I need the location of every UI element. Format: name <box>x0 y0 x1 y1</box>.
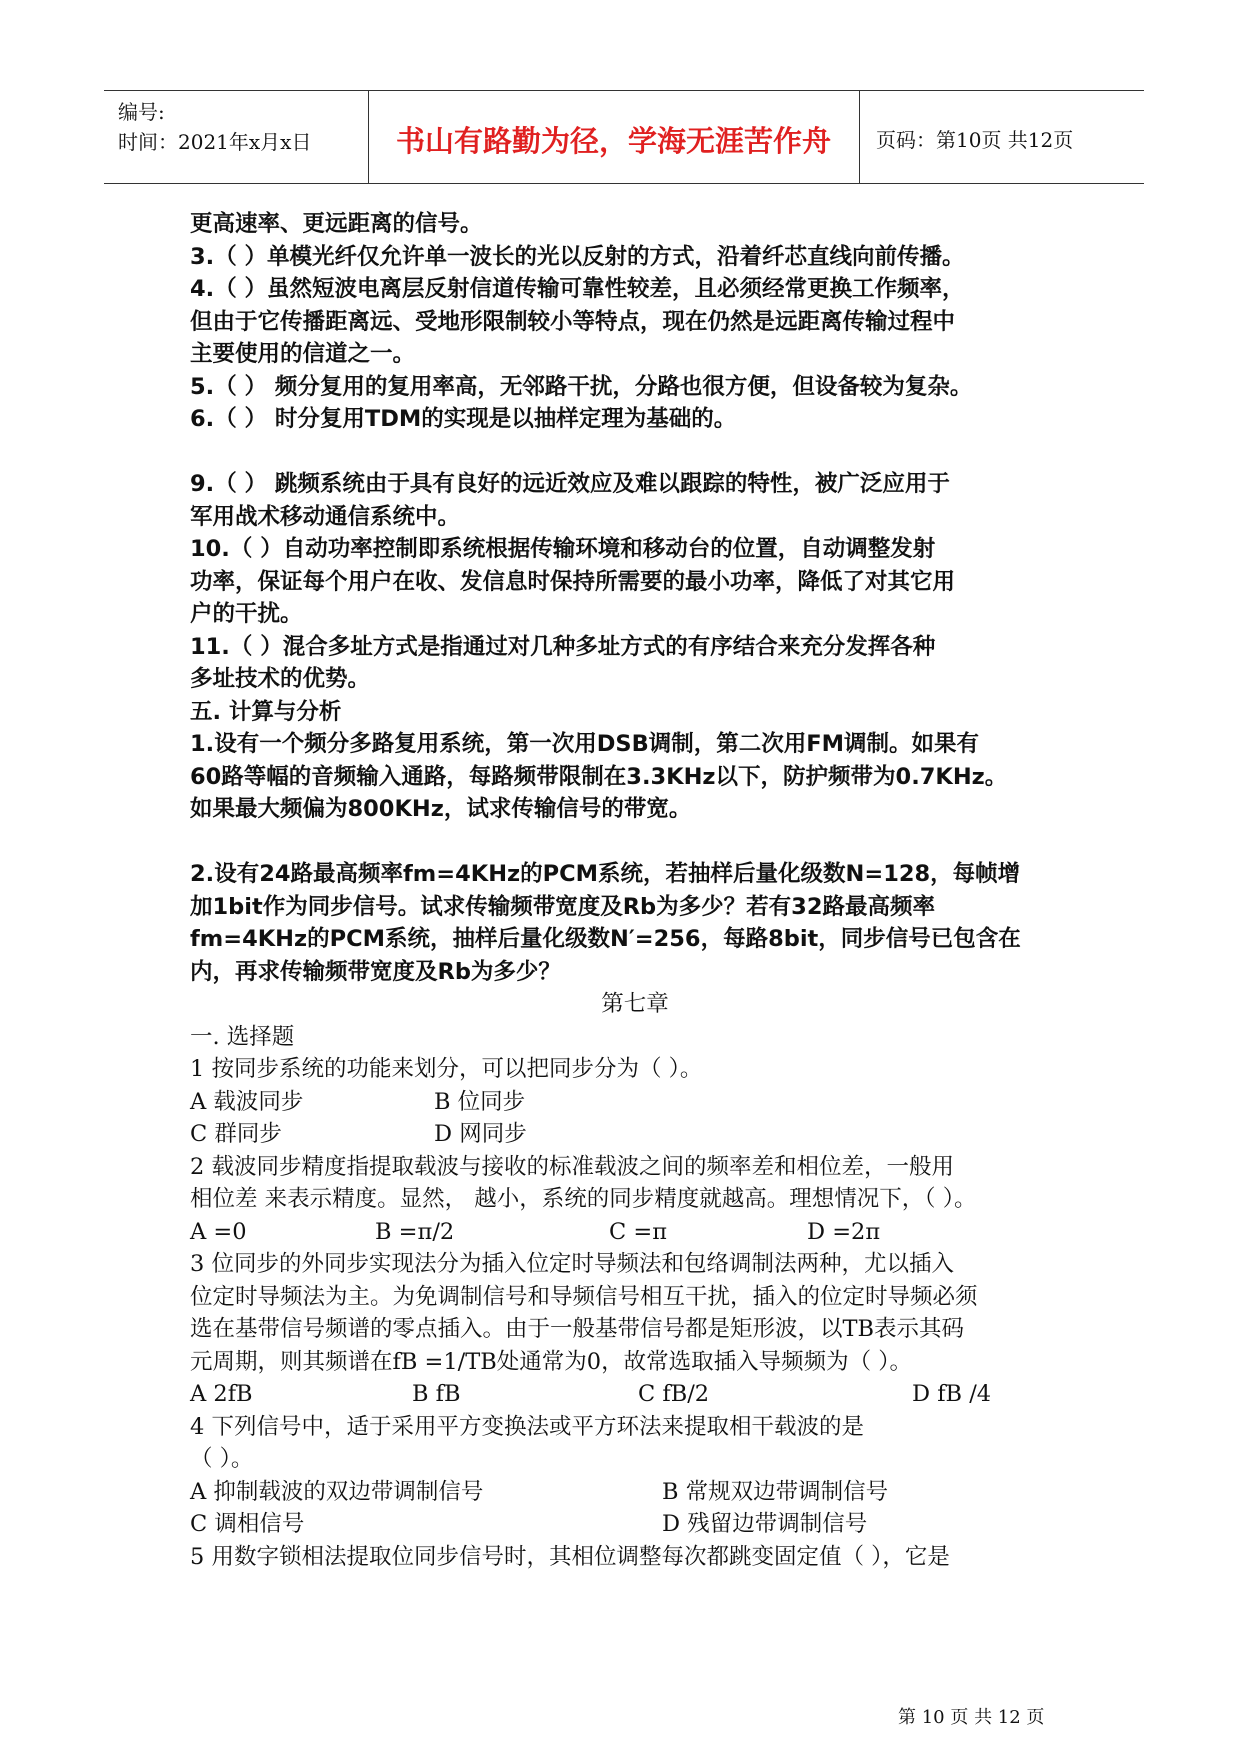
option: A 载波同步 <box>190 1088 304 1115</box>
options-row <box>190 1508 1080 1541</box>
options-row <box>190 1216 1080 1249</box>
header-number-label: 编号: <box>118 100 165 124</box>
text-line: 多址技术的优势。 <box>190 666 371 692</box>
text-line: 军用战术移动通信系统中。 <box>190 503 461 530</box>
option: B =π/2 <box>375 1218 455 1245</box>
header-divider <box>859 91 860 183</box>
option: B fB <box>412 1381 461 1407</box>
option: D 网同步 <box>434 1121 527 1147</box>
text-line: 5.（ ） 频分复用的复用率高，无邻路干扰，分路也很方便，但设备较为复杂。 <box>190 373 973 400</box>
options-row <box>190 1476 1080 1509</box>
text-line: 如果最大频偏为800KHz，试求传输信号的带宽。 <box>190 796 692 822</box>
option: D fB /4 <box>912 1381 992 1407</box>
text-line: 11.（ ）混合多址方式是指通过对几种多址方式的有序结合来充分发挥各种 <box>190 633 936 660</box>
header-page-label: 页码：第10页 共12页 <box>876 128 1074 152</box>
question-2: 2 载波同步精度指提取载波与接收的标准载波之间的频率差和相位差，一般用 <box>190 1153 954 1180</box>
option: C =π <box>609 1218 668 1245</box>
text-line: 内，再求传输频带宽度及Rb为多少？ <box>190 958 561 985</box>
text-line: 主要使用的信道之一。 <box>190 341 416 367</box>
header-meta <box>118 97 311 157</box>
question-3: 位定时导频法为主。为免调制信号和导频信号相互干扰，插入的位定时导频必须 <box>190 1283 978 1310</box>
blank-line <box>190 436 1080 469</box>
section-choice-questions <box>190 1021 1080 1574</box>
text-line: fm=4KHz的PCM系统，抽样后量化级数N′=256，每路8bit，同步信号已包含在 <box>190 926 1021 952</box>
option: D 残留边带调制信号 <box>662 1511 868 1537</box>
text-line: 60路等幅的音频输入通路，每路频带限制在3.3KHz以下，防护频带为0.7KHz。 <box>190 763 1008 790</box>
question-3: 元周期，则其频谱在fB =1/TB处通常为0，故常选取插入导频频为（ ）。 <box>190 1348 913 1375</box>
text-line: 9.（ ） 跳频系统由于具有良好的远近效应及难以跟踪的特性，被广泛应用于 <box>190 471 950 497</box>
section-heading: 一. 选择题 <box>190 1023 295 1050</box>
option: A 2fB <box>190 1381 253 1407</box>
options-row <box>190 1086 1080 1119</box>
option: B 常规双边带调制信号 <box>662 1478 889 1505</box>
text-line: 加1bit作为同步信号。试求传输频带宽度及Rb为多少？若有32路最高频率 <box>190 893 935 920</box>
text-line: 1.设有一个频分多路复用系统，第一次用DSB调制，第二次用FM调制。如果有 <box>190 731 979 757</box>
option: C 群同步 <box>190 1121 282 1147</box>
section-heading: 五. 计算与分析 <box>190 698 342 725</box>
option: A =0 <box>190 1218 247 1245</box>
text-line: 10.（ ）自动功率控制即系统根据传输环境和移动台的位置，自动调整发射 <box>190 536 936 562</box>
option: C 调相信号 <box>190 1511 305 1537</box>
text-line: 6.（ ） 时分复用TDM的实现是以抽样定理为基础的。 <box>190 406 737 432</box>
text-line: 但由于它传播距离远、受地形限制较小等特点，现在仍然是远距离传输过程中 <box>190 308 956 335</box>
text-line: 功率，保证每个用户在收、发信息时保持所需要的最小功率，降低了对其它用 <box>190 568 956 595</box>
header-motto: 书山有路勤为径，学海无涯苦作舟 <box>395 124 831 158</box>
question-2: 相位差 来表示精度。显然， 越小，系统的同步精度就越高。理想情况下，（ ）。 <box>190 1186 977 1212</box>
page-body <box>190 208 1080 1573</box>
section-bold-questions <box>190 208 1080 988</box>
question-3: 选在基带信号频谱的零点插入。由于一般基带信号都是矩形波，以TB表示其码 <box>190 1316 965 1342</box>
question-5: 5 用数字锁相法提取位同步信号时，其相位调整每次都跳变固定值（ ），它是 <box>190 1543 950 1570</box>
question-4: 4 下列信号中，适于采用平方变换法或平方环法来提取相干载波的是 <box>190 1413 864 1440</box>
text-line: 4.（ ）虽然短波电离层反射信道传输可靠性较差，且必须经常更换工作频率， <box>190 276 965 302</box>
text-line: 3.（ ）单模光纤仅允许单一波长的光以反射的方式，沿着纤芯直线向前传播。 <box>190 243 965 270</box>
page-footer: 第 10 页 共 12 页 <box>898 1707 1045 1728</box>
option: C fB/2 <box>638 1381 710 1407</box>
text-line: 更高速率、更远距离的信号。 <box>190 211 483 237</box>
question-3: 3 位同步的外同步实现法分为插入位定时导频法和包络调制法两种，尤以插入 <box>190 1251 954 1277</box>
blank-line <box>190 826 1080 859</box>
option: B 位同步 <box>434 1088 526 1115</box>
option: A 抑制载波的双边带调制信号 <box>190 1478 484 1505</box>
chapter-title: 第七章 <box>601 991 669 1017</box>
text-line: 2.设有24路最高频率fm=4KHz的PCM系统，若抽样后量化级数N=128，每帧增 <box>190 861 1021 887</box>
header-time-label: 时间：2021年x月x日 <box>118 130 312 154</box>
option: D =2π <box>807 1218 881 1245</box>
options-row <box>190 1378 1080 1411</box>
question-4: （ ）。 <box>190 1446 254 1472</box>
text-line: 户的干扰。 <box>190 601 303 627</box>
options-row <box>190 1118 1080 1151</box>
page-header <box>104 90 1144 184</box>
question-1: 1 按同步系统的功能来划分，可以把同步分为（ ）。 <box>190 1056 703 1082</box>
